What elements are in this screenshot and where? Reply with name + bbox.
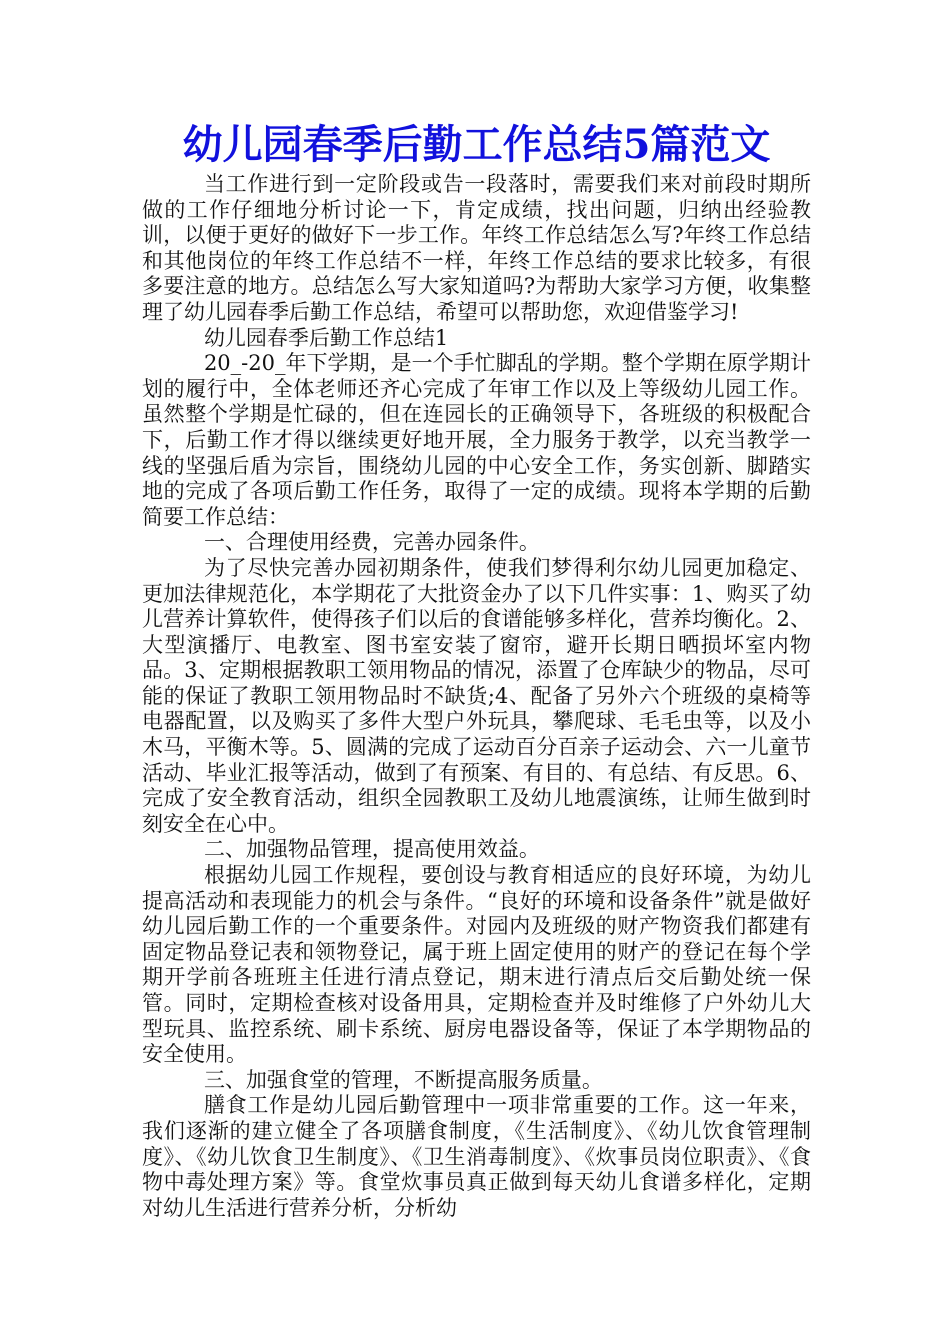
document-body (142, 172, 811, 1221)
document-title: 幼儿园春季后勤工作总结5篇范文 (182, 121, 771, 168)
subheading: 一、合理使用经费，完善办园条件。 (203, 530, 540, 555)
body-paragraph: 20_-20_年下学期，是一个手忙脚乱的学期。整个学期在原学期计划的履行中，全体老师还齐心完成了年审工作以及上等级幼儿园工作。虽然整个学期是忙碌的，但在连园长的正确领导下，各班级的积极配合下，后勤工作才得以继续更好地开展，全力服务于教学，以充当教学一线的坚强后盾为宗旨，围绕幼儿园的中心安全工作，务实创新、脚踏实地的完成了各项后勤工作任务，取得了一定的成绩。现将本学期的后勤简要工作总结： (142, 351, 811, 529)
section-title: 幼儿园春季后勤工作总结1 (203, 325, 449, 350)
body-paragraph: 为了尽快完善办园初期条件，使我们梦得利尔幼儿园更加稳定、更加法律规范化，本学期花了大批资金办了以下几件实事：1、购买了幼儿营养计算软件，使得孩子们以后的食谱能够多样化，营养均衡化。2、大型演播厅、电教室、图书室安装了窗帘，避开长期日晒损坏室内物品。3、定期根据教职工领用物品的情况，添置了仓库缺少的物品，尽可能的保证了教职工领用物品时不缺货;4、配备了另外六个班级的桌椅等电器配置，以及购买了多件大型户外玩具，攀爬球、毛毛虫等，以及小木马，平衡木等。5、圆满的完成了运动百分百亲子运动会、六一儿童节活动、毕业汇报等活动，做到了有预案、有目的、有总结、有反思。6、完成了安全教育活动，组织全园教职工及幼儿地震演练，让师生做到时刻安全在心中。 (142, 555, 811, 836)
subheading: 二、加强物品管理，提高使用效益。 (203, 837, 540, 862)
body-paragraph: 根据幼儿园工作规程，要创设与教育相适应的良好环境，为幼儿提高活动和表现能力的机会与条件。“良好的环境和设备条件”就是做好幼儿园后勤工作的一个重要条件。对园内及班级的财产物资我们都建有固定物品登记表和领物登记，属于班上固定使用的财产的登记在每个学期开学前各班班主任进行清点登记，期末进行清点后交后勤处统一保管。同时，定期检查核对设备用具，定期检查并及时维修了户外幼儿大型玩具、监控系统、刷卡系统、厨房电器设备等，保证了本学期物品的安全使用。 (142, 863, 811, 1067)
subheading: 三、加强食堂的管理，不断提高服务质量。 (203, 1067, 603, 1092)
intro-paragraph: 当工作进行到一定阶段或告一段落时，需要我们来对前段时期所做的工作仔细地分析讨论一下，肯定成绩，找出问题，归纳出经验教训，以便于更好的做好下一步工作。年终工作总结怎么写?年终工作总结和其他岗位的年终工作总结不一样，年终工作总结的要求比较多，有很多要注意的地方。总结怎么写大家知道吗?为帮助大家学习方便，收集整理了幼儿园春季后勤工作总结，希望可以帮助您，欢迎借鉴学习! (142, 172, 811, 324)
body-paragraph: 膳食工作是幼儿园后勤管理中一项非常重要的工作。这一年来，我们逐渐的建立健全了各项膳食制度，《生活制度》、《幼儿饮食管理制度》、《幼儿饮食卫生制度》、《卫生消毒制度》、《炊事员岗位职责》、《食物中毒处理方案》等。食堂炊事员真正做到每天幼儿食谱多样化，定期对幼儿生活进行营养分析，分析幼 (142, 1093, 811, 1220)
